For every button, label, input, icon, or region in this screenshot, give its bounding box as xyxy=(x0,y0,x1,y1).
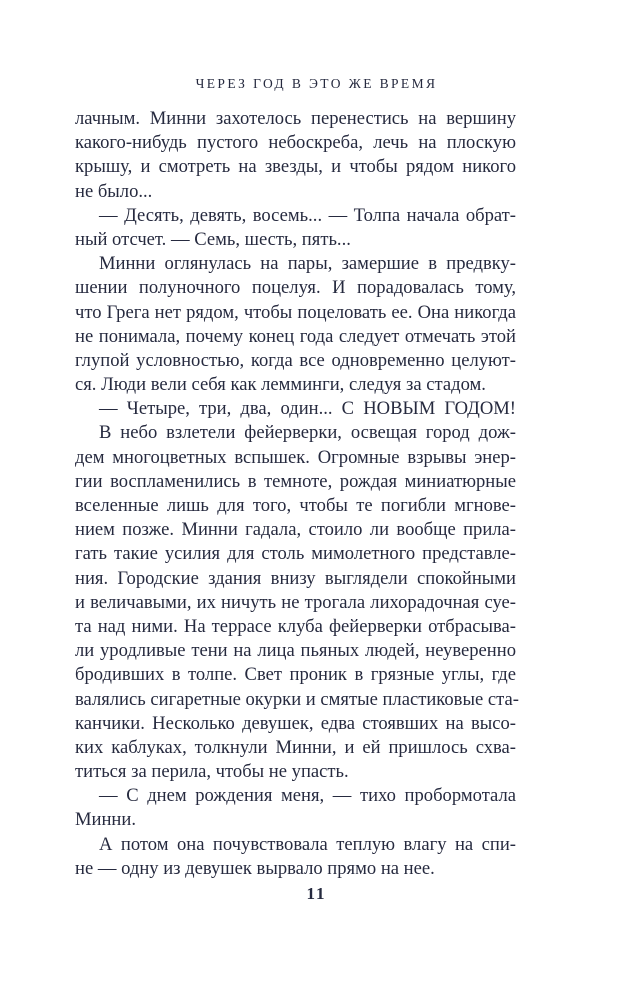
paragraph xyxy=(75,421,519,784)
text-line: крышу, и смотреть на звезды, и чтобы рядом никого xyxy=(75,156,516,178)
text-line: валялись сигаретные окурки и смятые пластиковые ста- xyxy=(75,688,519,710)
text-line: ли уродливые тени на лица пьяных людей, неуверенно xyxy=(75,640,516,662)
text-line: и величавыми, их ничуть не трогала лихорадочная суе- xyxy=(75,591,516,613)
running-head: ЧЕРЕЗ ГОД В ЭТО ЖЕ ВРЕМЯ xyxy=(195,76,438,91)
paragraph xyxy=(75,833,516,881)
text-line: не понимала, почему конец года следует отмечать этой xyxy=(75,325,516,347)
text-line: вселенные лишь для того, чтобы те погибли мгнове- xyxy=(75,495,516,516)
text-line: шении полуночного поцелуя. И порадовалась тому, xyxy=(75,277,516,299)
text-line: дем многоцветных вспышек. Огромные взрывы энер- xyxy=(75,446,516,468)
text-line: бродивших в толпе. Свет проник в грязные углы, где xyxy=(75,664,516,686)
text-line: — Десять, девять, восемь... — Толпа начала обрат- xyxy=(99,204,516,226)
body-text xyxy=(75,107,519,881)
text-line: та над ними. На террасе клуба фейерверки отбрасыва- xyxy=(75,615,516,637)
text-line: не — одну из девушек вырвало прямо на нее. xyxy=(75,857,435,879)
text-line: титься за перила, чтобы не упасть. xyxy=(75,761,349,783)
page-number: 11 xyxy=(306,884,327,903)
text-line: не было... xyxy=(75,180,153,202)
text-line: Минни. xyxy=(75,809,136,831)
text-line: лачным. Минни захотелось перенестись на вершину xyxy=(75,108,516,129)
text-line: канчики. Несколько девушек, едва стоявших на высо- xyxy=(75,712,516,734)
text-line: что Грега нет рядом, чтобы поцеловать ее. Она никогда xyxy=(75,301,516,323)
text-line: А потом она почувствовала теплую влагу на спи- xyxy=(99,833,516,855)
paragraph xyxy=(75,784,516,832)
text-line: ный отсчет. — Семь, шесть, пять... xyxy=(75,228,351,250)
paragraph xyxy=(75,204,516,252)
text-line: какого-нибудь пустого небоскреба, лечь на плоскую xyxy=(75,132,516,154)
paragraph xyxy=(75,252,516,397)
text-line: ся. Люди вели себя как лемминги, следуя за стадом. xyxy=(75,374,486,396)
text-line: нием позже. Минни гадала, стоило ли вообще прила- xyxy=(75,519,516,541)
text-line: Минни оглянулась на пары, замершие в предвку- xyxy=(99,253,516,275)
paragraph xyxy=(75,107,516,204)
paragraph xyxy=(75,397,516,421)
text-line: В небо взлетели фейерверки, освещая город дож- xyxy=(99,422,516,444)
text-line: ния. Городские здания внизу выглядели спокойными xyxy=(75,567,516,589)
text-line: глупой условностью, когда все одновременно целуют- xyxy=(75,349,516,371)
text-line: ких каблуках, толкнули Минни, и ей пришлось схва- xyxy=(75,736,516,758)
text-line: гии воспламенились в темноте, рождая миниатюрные xyxy=(75,470,516,492)
text-line: — Четыре, три, два, один... С НОВЫМ ГОДОМ! xyxy=(99,398,516,420)
text-line: гать такие усилия для столь мимолетного представле- xyxy=(75,543,516,565)
text-line: — С днем рождения меня, — тихо пробормотала xyxy=(99,785,516,807)
